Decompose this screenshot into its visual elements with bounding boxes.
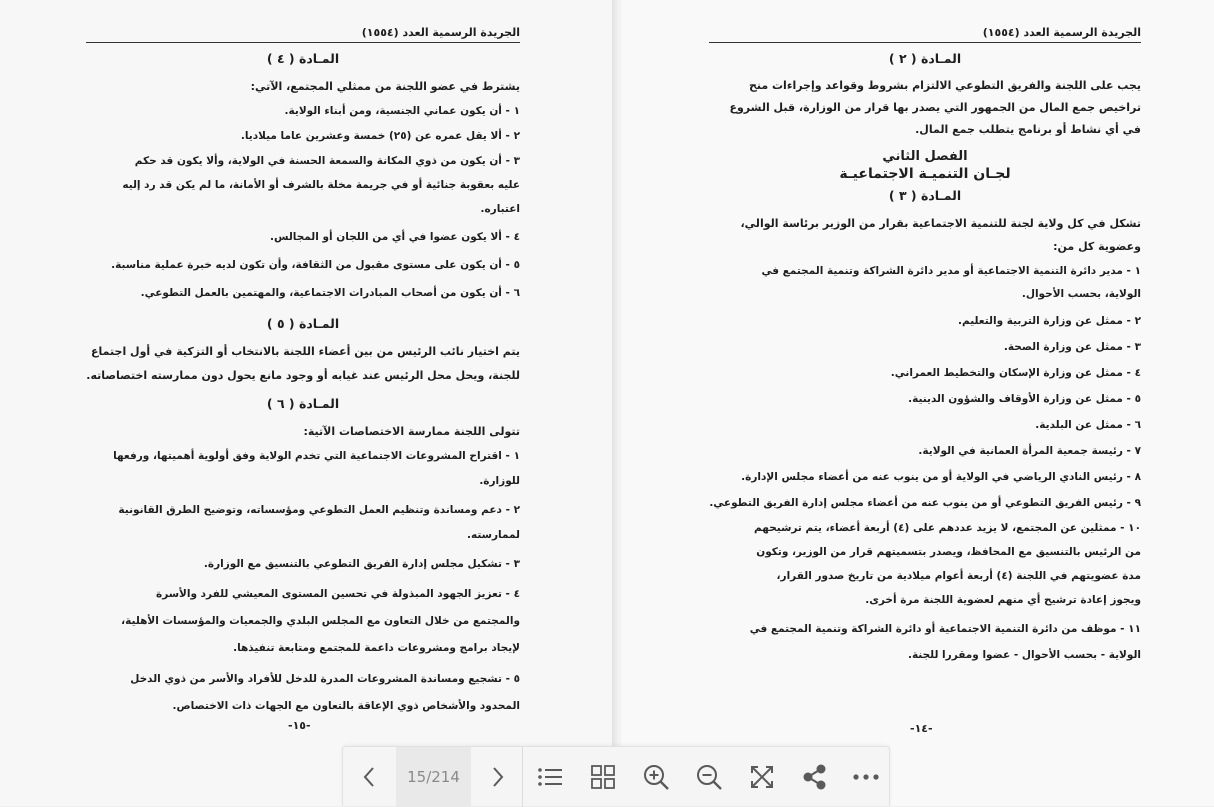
list-item: ٦ - أن يكون من أصحاب المبادرات الاجتماعية، والمهتمين بالعمل التطوعي. <box>140 287 520 299</box>
article-6-list <box>86 444 520 720</box>
share-icon <box>801 763 829 791</box>
zoom-in-button[interactable] <box>629 747 682 807</box>
more-options-button[interactable] <box>841 747 891 807</box>
article-5-title: المـادة ( ٥ ) <box>266 316 340 331</box>
list-item: ٣ - ممثل عن وزارة الصحة. <box>1003 341 1141 353</box>
chapter-title: الفصل الثاني <box>882 149 968 164</box>
article-4-title: المـادة ( ٤ ) <box>266 51 340 66</box>
list-item: ٥ - تشجيع ومساندة المشروعات المدرة للدخل للأفراد والأسر من ذوي الدخل المحدود والأشخاص ذوي الإعاقة بالتعاون مع الجهات ذات الاختصاص. <box>130 673 520 712</box>
next-page-button[interactable] <box>471 747 522 807</box>
previous-page-button[interactable] <box>343 747 396 807</box>
page-header: الجريدة الرسمية العدد (١٥٥٤) <box>86 26 520 43</box>
article-4-list <box>86 99 520 306</box>
right-page <box>621 0 1214 806</box>
page-number: -١٥- <box>288 719 311 732</box>
article-5-text: يتم اختيار نائب الرئيس من بين أعضاء اللجنة بالانتخاب أو التزكية في أول اجتماع للجنة، ويحل محل الرئيس عند غيابه أو وجود مانع يحول دون ممارسته اختصاصاته. <box>86 345 520 382</box>
thumbnails-button[interactable] <box>576 747 629 807</box>
list-item: ١٠ - ممثلين عن المجتمع، لا يزيد عددهم على (٤) أربعة أعضاء، يتم ترشيحهم من الرئيس بالتنسيق مع المحافظ، ويصدر بتسميتهم قرار من الوزير، وتكون مدة عضويتهم في اللجنة (٤) أربعة أعوام ميلادية من تاريخ صدور القرار، ويجوز إعادة ترشيح أي منهم لعضوية اللجنة مرة أخرى. <box>754 522 1141 606</box>
list-item: ٤ - تعزيز الجهود المبذولة في تحسين المستوى المعيشي للفرد والأسرة والمجتمع من خلال التعاون مع المجلس البلدي والجمعيات والمؤسسات الأهلية، لإيجاد برامج ومشروعات داعمة للمجتمع ومتابعة تنفيذها. <box>121 588 520 654</box>
list-item: ٨ - رئيس النادي الرياضي في الولاية أو من ينوب عنه من أعضاء مجلس الإدارة. <box>741 471 1141 483</box>
list-item: ٤ - ممثل عن وزارة الإسكان والتخطيط العمراني. <box>890 367 1141 379</box>
article-6-title: المـادة ( ٦ ) <box>266 396 340 411</box>
list-item: ٣ - تشكيل مجلس إدارة الفريق التطوعي بالتنسيق مع الوزارة. <box>203 558 520 570</box>
page-indicator[interactable]: 15/214 <box>396 747 471 807</box>
list-item: ٣ - أن يكون من ذوي المكانة والسمعة الحسنة في الولاية، وألا يكون قد حكم عليه بعقوبة جنائية أو في جريمة مخلة بالشرف أو الأمانة، ما لم يكن قد رد إليه اعتباره. <box>122 155 520 215</box>
page-header: الجريدة الرسمية العدد (١٥٥٤) <box>709 26 1141 43</box>
article-3-list <box>709 260 1141 668</box>
list-item: ٥ - ممثل عن وزارة الأوقاف والشؤون الدينية. <box>908 393 1141 405</box>
fullscreen-icon <box>749 764 775 790</box>
list-item: ٢ - ممثل عن وزارة التربية والتعليم. <box>958 315 1141 327</box>
list-item: ٦ - ممثل عن البلدية. <box>1035 419 1141 431</box>
viewer-toolbar <box>342 746 890 806</box>
article-2-title: المـادة ( ٢ ) <box>888 51 962 66</box>
share-button[interactable] <box>788 747 841 807</box>
article-6-intro: تتولى اللجنة ممارسة الاختصاصات الآتية: <box>303 425 520 438</box>
list-item: ١ - اقتراح المشروعات الاجتماعية التي تخدم الولاية وفق أولوية أهميتها، ورفعها للوزارة. <box>113 450 520 487</box>
chevron-left-icon <box>359 765 381 789</box>
list-item: ١ - أن يكون عماني الجنسية، ومن أبناء الولاية. <box>284 105 520 117</box>
zoom-out-icon <box>695 763 723 791</box>
list-item: ٩ - رئيس الفريق التطوعي أو من ينوب عنه من أعضاء مجلس إدارة الفريق التطوعي. <box>709 497 1141 509</box>
list-item: ٢ - ألا يقل عمره عن (٢٥) خمسة وعشرين عاما ميلاديا. <box>240 130 520 142</box>
list-icon <box>537 766 563 788</box>
more-icon <box>852 773 880 781</box>
fullscreen-button[interactable] <box>735 747 788 807</box>
list-item: ٢ - دعم ومساندة وتنظيم العمل التطوعي ومؤسساته، وتوضيح الطرق القانونية لممارسته. <box>118 504 520 541</box>
chapter-subtitle: لجـان التنميـة الاجتماعيـة <box>839 166 1011 182</box>
list-item: ٤ - ألا يكون عضوا في أي من اللجان أو المجالس. <box>269 231 520 243</box>
article-3-intro: تشكل في كل ولاية لجنة للتنمية الاجتماعية بقرار من الوزير برئاسة الوالي، وعضوية كل من: <box>740 217 1141 253</box>
zoom-out-button[interactable] <box>682 747 735 807</box>
right-page-content <box>709 26 1141 668</box>
table-of-contents-button[interactable] <box>523 747 576 807</box>
chevron-right-icon <box>486 765 508 789</box>
page-number: -١٤- <box>910 722 933 735</box>
list-item: ١١ - موظف من دائرة التنمية الاجتماعية أو دائرة الشراكة وتنمية المجتمع في الولاية - بحسب الأحوال - عضوا ومقررا للجنة. <box>749 623 1141 661</box>
left-page-content <box>86 26 520 720</box>
list-item: ١ - مدير دائرة التنمية الاجتماعية أو مدير دائرة الشراكة وتنمية المجتمع في الولاية، بحسب الأحوال. <box>761 265 1141 300</box>
list-item: ٥ - أن يكون على مستوى مقبول من الثقافة، وأن تكون لديه خبرة عملية مناسبة. <box>111 259 520 271</box>
grid-icon <box>590 764 616 790</box>
zoom-in-icon <box>642 763 670 791</box>
article-4-intro: يشترط في عضو اللجنة من ممثلي المجتمع، الآتي: <box>250 80 520 93</box>
article-3-title: المـادة ( ٣ ) <box>888 188 962 203</box>
article-2-text: يجب على اللجنة والفريق التطوعي الالتزام بشروط وقواعد وإجراءات منح تراخيص جمع المال من الجمهور التي يصدر بها قرار من الوزارة، قبل الشروع في أي نشاط أو برنامج يتطلب جمع المال. <box>729 79 1141 136</box>
list-item: ٧ - رئيسة جمعية المرأة العمانية في الولاية. <box>918 445 1141 457</box>
